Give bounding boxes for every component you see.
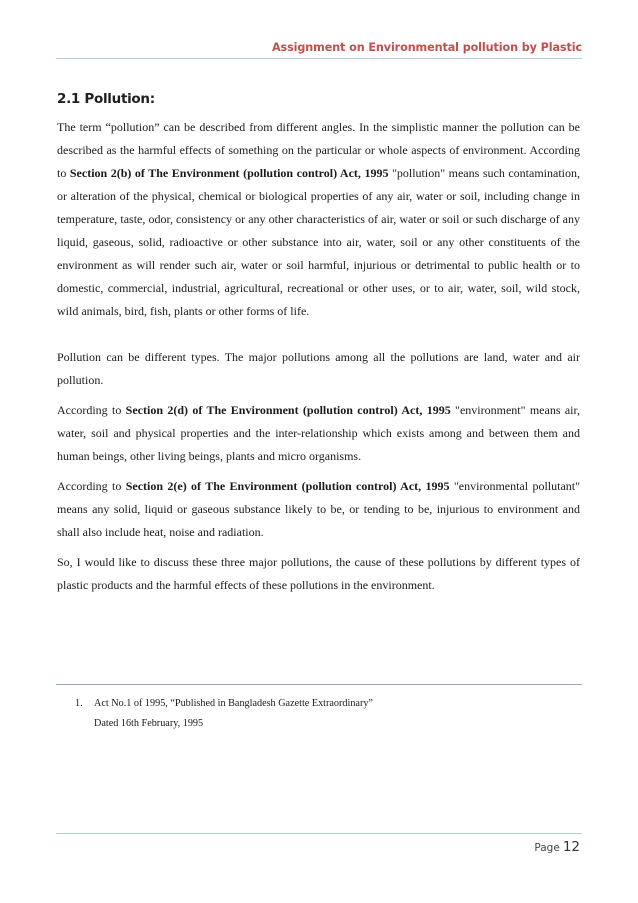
paragraph-pollution-definition: [57, 116, 580, 323]
paragraph-text: According to: [57, 479, 126, 493]
footnote-line: [75, 694, 373, 714]
paragraph-pollutant-definition: [57, 475, 580, 544]
page-number-value: 12: [562, 839, 580, 855]
footnote-date: Dated 16th February, 1995: [94, 718, 204, 729]
footnote-text: Act No.1 of 1995, “Published in Bangladesh Gazette Extraordinary”: [94, 698, 373, 709]
paragraph-environment-definition: [57, 399, 580, 468]
paragraph-text: The term “pollution” can be described from different angles. In the simplistic manner the pollution can be described as the harmful effects of something on the particular or whole aspects of environment. According to: [57, 120, 580, 180]
paragraph-text: "pollution" means such contamination, or alteration of the physical, chemical or biological properties of any air, water or soil, including change in temperature, taste, odor, consistency or any other characteristics of air, water or soil or such discharge of any liquid, gaseous, solid, radioactive or other substance into air, water, soil or any other constituents of the environment as will render such air, water or soil harmful, injurious or detrimental to public health or to domestic, commercial, industrial, agricultural, recreational or other uses, or to air, water, soil, wild stock, wild animals, bird, fish, plants or other forms of life.: [57, 166, 581, 318]
page-number: [534, 839, 580, 855]
header-divider: [56, 58, 582, 59]
act-reference: Section 2(b) of The Environment (pollution control) Act, 1995: [69, 166, 389, 180]
page-label: Page: [534, 842, 560, 854]
paragraph-text: "environmental pollutant" means any solid, liquid or gaseous substance likely to be, or tending to be, injurious to environment and shall also include heat, noise and radiation.: [57, 479, 581, 539]
footer-divider: [56, 833, 582, 834]
paragraph-text: According to: [57, 403, 126, 417]
act-reference: Section 2(e) of The Environment (pollution control) Act, 1995: [125, 479, 450, 493]
paragraph-text: "environment" means air, water, soil and physical properties and the inter-relationship which exists among and between them and human beings, other living beings, plants and micro organisms.: [57, 403, 581, 463]
footnote-divider: [56, 684, 582, 685]
header-title: Assignment on Environmental pollution by Plastic: [271, 41, 582, 54]
section-heading: 2.1 Pollution:: [57, 91, 155, 107]
act-reference: Section 2(d) of The Environment (pollution control) Act, 1995: [125, 403, 451, 417]
footnote: [75, 694, 373, 734]
paragraph-conclusion: So, I would like to discuss these three major pollutions, the cause of these pollutions by different types of plastic products and the harmful effects of these pollutions in the environment.: [57, 555, 580, 592]
paragraph-pollution-types: Pollution can be different types. The major pollutions among all the pollutions are land, water and air pollution.: [57, 350, 580, 387]
footnote-number: 1.: [75, 698, 83, 709]
